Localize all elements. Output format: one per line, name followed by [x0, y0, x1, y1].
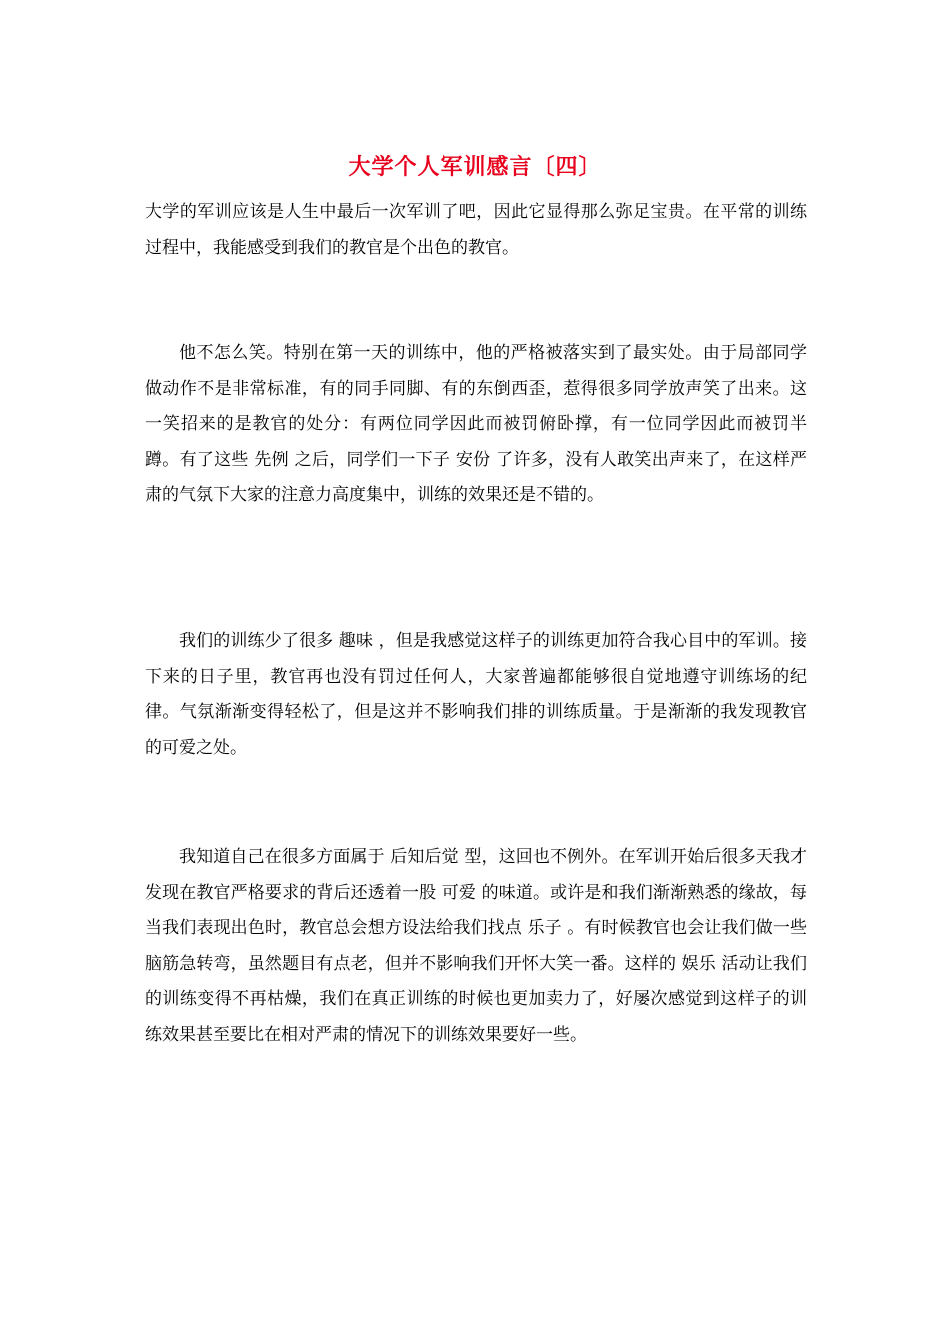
document-title: 大学个人军训感言〔四〕 [348, 154, 602, 180]
paragraph-4: 我知道自己在很多方面属于 后知后觉 型，这回也不例外。在军训开始后很多天我才发现在教官严格要求的背后还透着一股 可爱 的味道。或许是和我们渐渐熟悉的缘故，每当我们表现出色时，教官总会想方设法给我们找点 乐子 。有时候教官也会让我们做一些脑筋急转弯，虽然题目有点老，但并不影响我们开怀大笑一番。这样的 娱乐 活动让我们的训练变得不再枯燥，我们在真正训练的时候也更加卖力了，好屡次感觉到这样子的训练效果甚至要比在相对严肃的情况下的训练效果要好一些。 [145, 847, 807, 1045]
paragraph-3: 我们的训练少了很多 趣味 ，但是我感觉这样子的训练更加符合我心目中的军训。接下来的日子里，教官再也没有罚过任何人，大家普遍都能够很自觉地遵守训练场的纪律。气氛渐渐变得轻松了，但是这并不影响我们排的训练质量。于是渐渐的我发现教官的可爱之处。 [145, 631, 807, 758]
paragraph-1: 大学的军训应该是人生中最后一次军训了吧，因此它显得那么弥足宝贵。在平常的训练过程中，我能感受到我们的教官是个出色的教官。 [145, 202, 807, 258]
paragraph-2: 他不怎么笑。特别在第一天的训练中，他的严格被落实到了最实处。由于局部同学做动作不是非常标准，有的同手同脚、有的东倒西歪，惹得很多同学放声笑了出来。这一笑招来的是教官的处分：有两位同学因此而被罚俯卧撑，有一位同学因此而被罚半蹲。有了这些 先例 之后，同学们一下子 安份 了许多，没有人敢笑出声来了，在这样严肃的气氛下大家的注意力高度集中，训练的效果还是不错的。 [145, 343, 807, 505]
